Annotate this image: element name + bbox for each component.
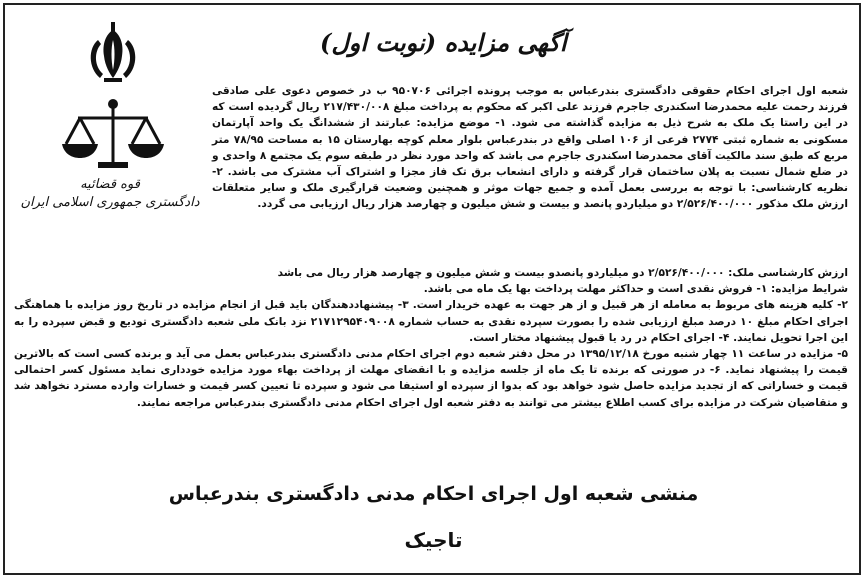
signature-name: تاجیک [404,528,463,552]
notice-body [14,265,848,411]
conditions-5-paragraph: ۵- مزایده در ساعت ۱۱ چهار شنبه مورخ ۱۳۹۵/۱۲/۱۸ در محل دفتر شعبه دوم اجرای احکام مدنی دادگستری بندرعباس بعمل می آید و برنده کسی است که بالاترین قیمت را پیشنهاد نماید. ۶- در صورتی که برنده تا یک ماه از جلسه مزایده و با انقضای مهلت از پرداخت بهاء مورد مزایده خودداری نماید مسئول کسر احتمالی قیمت و خساراتی که از تجدید مزایده حاصل شود خواهد بود که بدوا از سپرده او استیفا می شود و سپرده تا تعیین کسر قیمت و خسارات وارده مسترد نخواهد شد و متقاضیان شرکت در مزایده برای کسب اطلاع بیشتر می توانند به دفتر شعبه اول اجرای احکام مدنی دادگستری بندرعباس مراجعه نمایند. [14,348,848,409]
intro-paragraph: شعبه اول اجرای احکام حقوقی دادگستری بندرعباس به موجب پرونده اجرائی ۹۵۰۷۰۶ ب در خصوص دعوی علی صادقی فرزند رحمت علیه محمدرضا اسکندری جاجرم فرزند علی اکبر که محکوم به پرداخت مبلغ ۲۱۷/۴۳۰/۰۰۸ ریال گردیده است که در این راستا یک ملک به شرح ذیل به مزایده گذاشته می شود. ۱- موضع مزایده: عبارتند از ششدانگ یک واحد آپارتمان مسکونی به شماره ثبتی ۲۷۷۴ فرعی از ۱۰۶ اصلی واقع در بندرعباس بلوار معلم کوچه بهارستان ۱۵ به مساحت ۷۸/۹۵ متر مربع که طبق سند مالکیت آقای محمدرضا اسکندری جاجرم می باشد که واحد مورد نظر در طبقه سوم یک مجتمع ۸ واحدی و در ضلع شمال نسبت به پلان ساختمان قرار گرفته و دارای انشعاب برق تک فاز مجزا و اشتراک آب مشترک می باشد. ۲- نظریه کارشناسی: با توجه به بررسی بعمل آمده و جمیع جهات موثر و همچنین وضعیت قرارگیری ملک و سایر متعلقات ارزش ملک مذکور ۲/۵۲۶/۴۰۰/۰۰۰ دو میلیاردو پانصد و بیست و شش میلیون و چهارصد هزار ریال ارزیابی می گردد. [212,85,849,211]
court-label: دادگستری جمهوری اسلامی ایران [20,195,200,210]
judiciary-emblem [18,12,208,252]
emblem-icon [18,12,208,182]
signature-title: منشی شعبه اول اجرای احکام مدنی دادگستری بندرعباس [168,483,699,505]
conditions-2-paragraph: ۲- کلیه هزینه های مربوط به معامله از هر قبیل و از هر جهت به عهده خریدار است. ۳- پیشنهاددهندگان باید قبل از انجام مزایده در تاریخ روز مزایده با هماهنگی اجرای احکام مبلغ ۱۰ درصد مبلغ ارزیابی شده را بصورت سپرده نقدی به حساب شماره ۲۱۷۱۲۹۵۴۰۹۰۰۸ نزد بانک ملی شعبه دادگستری تودیع و قبض سپرده را به این اجرا تحویل نمایند. ۴- اجرای احکام در رد یا قبول پیشنهاد مختار است. [14,299,848,344]
notice-intro [212,83,848,213]
notice-title: آگهی مزایده (نوبت اول) [320,28,567,57]
judiciary-label: قوه قضائیه [80,177,140,192]
value-paragraph: ارزش کارشناسی ملک: ۲/۵۲۶/۴۰۰/۰۰۰ دو میلیاردو پانصدو بیست و شش میلیون و چهارصد هزار ریال می باشد [277,267,848,279]
conditions-paragraph: شرایط مزایده: ۱- فروش نقدی است و حداکثر مهلت پرداخت بها یک ماه می باشد. [423,283,848,296]
emblem-caption [20,176,200,212]
